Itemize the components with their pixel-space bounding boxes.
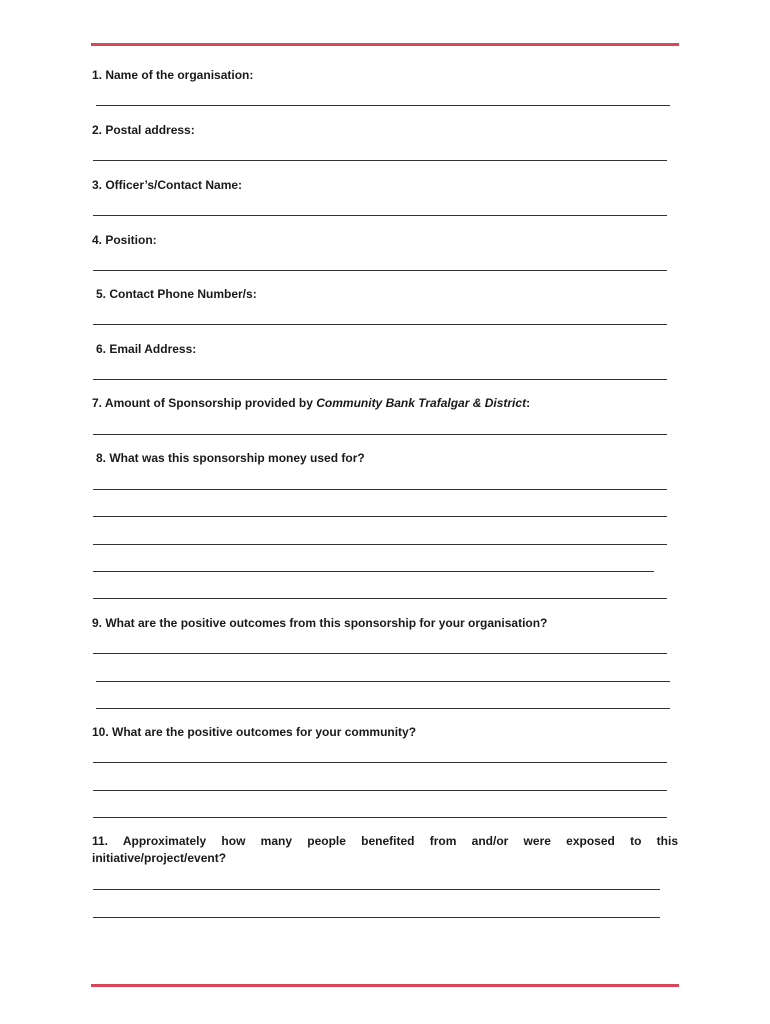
question-2-label: 2. Postal address: <box>92 123 195 137</box>
answer-line-9b[interactable] <box>96 681 670 682</box>
question-6 <box>96 341 682 358</box>
answer-line-11b[interactable] <box>93 917 660 918</box>
question-8-label: 8. What was this sponsorship money used for? <box>96 451 365 465</box>
question-3 <box>92 177 678 194</box>
answer-line-10a[interactable] <box>93 762 667 763</box>
answer-line-4[interactable] <box>93 270 667 271</box>
answer-line-10b[interactable] <box>93 790 667 791</box>
answer-line-8c[interactable] <box>93 544 667 545</box>
question-5-label: 5. Contact Phone Number/s: <box>96 287 257 301</box>
answer-line-3[interactable] <box>93 215 667 216</box>
question-2 <box>92 122 678 139</box>
answer-line-9c[interactable] <box>96 708 670 709</box>
answer-line-2[interactable] <box>93 160 667 161</box>
question-4-label: 4. Position: <box>92 233 157 247</box>
question-1 <box>92 67 678 84</box>
question-4 <box>92 232 678 249</box>
bottom-accent-rule <box>91 984 679 987</box>
answer-line-8a[interactable] <box>93 489 667 490</box>
question-7 <box>92 395 678 412</box>
question-5 <box>96 286 682 303</box>
question-3-label: 3. Officer’s/Contact Name: <box>92 178 243 192</box>
top-accent-rule <box>91 43 679 46</box>
question-6-label: 6. Email Address: <box>96 342 197 356</box>
answer-line-5[interactable] <box>93 324 667 325</box>
question-7-colon: : <box>526 396 531 410</box>
question-11 <box>92 833 678 867</box>
answer-line-11a[interactable] <box>93 889 660 890</box>
answer-line-7[interactable] <box>93 434 667 435</box>
answer-line-10c[interactable] <box>93 817 667 818</box>
question-7-text: 7. Amount of Sponsorship provided by <box>92 396 317 410</box>
question-11-label: 11. Approximately how many people benefited from and/or were exposed to this initiative/project/event? <box>92 834 678 865</box>
answer-line-6[interactable] <box>93 379 667 380</box>
question-10-label: 10. What are the positive outcomes for your community? <box>92 725 417 739</box>
question-9 <box>92 615 678 632</box>
question-1-label: 1. Name of the organisation: <box>92 68 254 82</box>
answer-line-8d[interactable] <box>93 571 654 572</box>
answer-line-9a[interactable] <box>93 653 667 654</box>
question-7-label <box>92 395 678 412</box>
answer-line-1[interactable] <box>96 105 670 106</box>
question-10 <box>92 724 678 741</box>
answer-line-8e[interactable] <box>93 598 667 599</box>
question-8 <box>96 450 682 467</box>
question-9-label: 9. What are the positive outcomes from this sponsorship for your organisation? <box>92 616 548 630</box>
bank-name: Community Bank Trafalgar & District <box>316 396 527 410</box>
answer-line-8b[interactable] <box>93 516 667 517</box>
